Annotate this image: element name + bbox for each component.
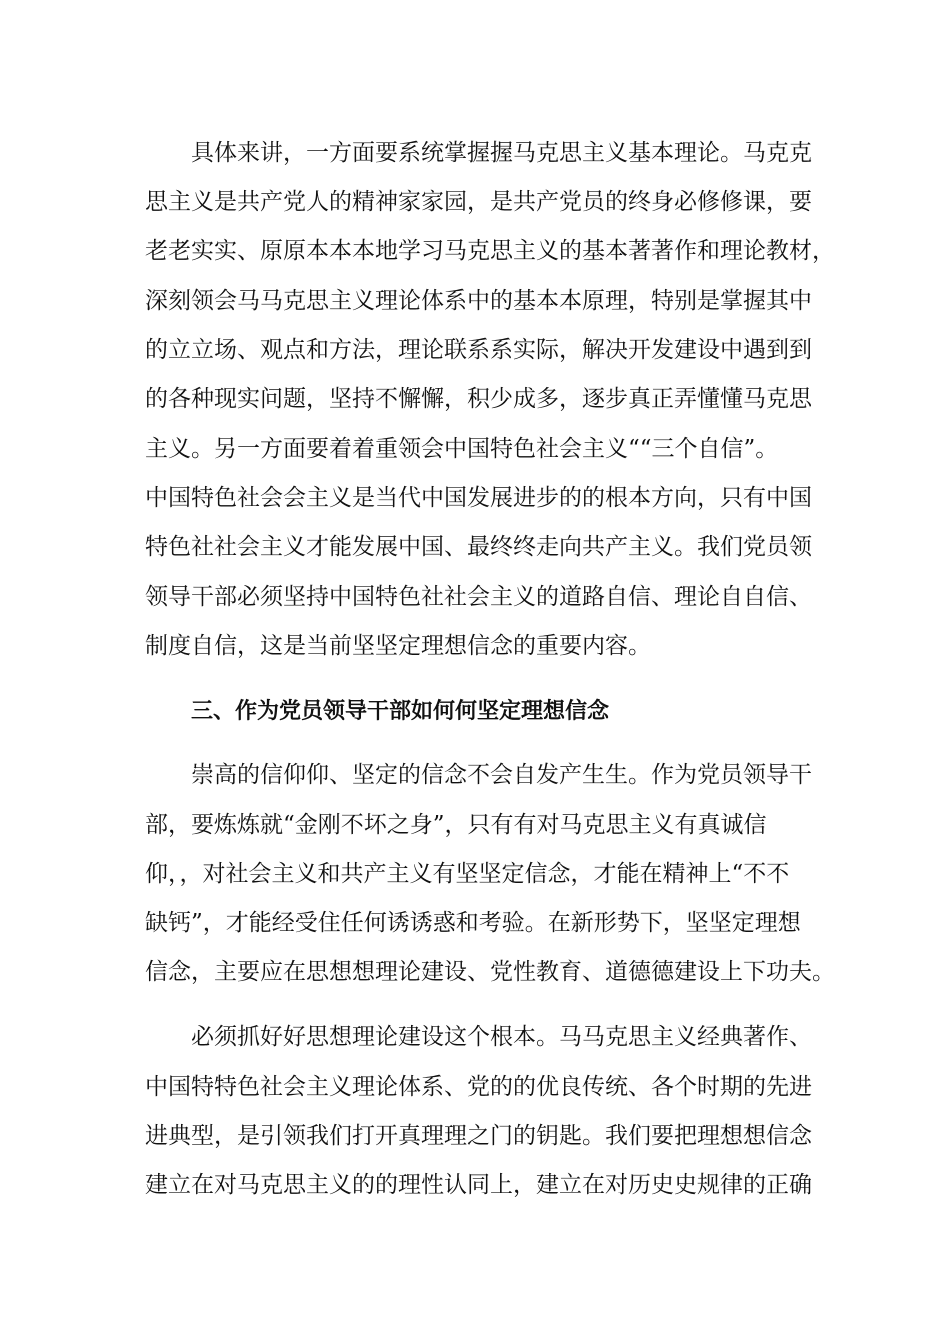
paragraph-2-line-4: 缺钙”，才能经受住任何诱诱惑和考验。在新形势下，坚坚定理想	[145, 910, 801, 936]
paragraph-1-line-8: 中国特色社会会主义是当代中国发展进步的的根本方向，只有中国	[145, 485, 812, 511]
paragraph-1-line-11: 制度自信，这是当前坚坚定理想信念的重要内容。	[145, 633, 651, 659]
paragraph-2-line-5: 信念，主要应在思想想理论建设、党性教育、道德德建设上下功夫。	[145, 959, 835, 985]
paragraph-2-line-2: 部，要炼炼就“金刚不坏之身”，只有有对马克思主义有真诚信	[145, 812, 767, 838]
paragraph-1-line-5: 的立立场、观点和方法，理论联系系实际，解决开发建设中遇到到	[145, 337, 812, 363]
paragraph-1-line-7: 主义。另一方面要着着重领会中国特色社会主义““三个自信”。	[145, 436, 779, 462]
paragraph-1-line-4: 深刻领会马马克思主义理论体系中的基本本原理，特别是掌握其中	[145, 288, 812, 314]
paragraph-3-line-3: 进典型，是引领我们打开真理理之门的钥匙。我们要把理想想信念	[145, 1123, 812, 1149]
paragraph-3-line-1: 必须抓好好思想理论建设这个根本。马马克思主义经典著作、	[191, 1024, 812, 1050]
paragraph-1-line-1: 具体来讲，一方面要系统掌握握马克思主义基本理论。马克克	[191, 140, 812, 166]
section-heading: 三、作为党员领导干部如何何坚定理想信念	[191, 699, 610, 724]
paragraph-3-line-4: 建立在对马克思主义的的理性认同上，建立在对历史史规律的正确	[145, 1172, 812, 1198]
paragraph-1-line-10: 领导干部必须坚持中国特色社社会主义的道路自信、理论自自信、	[145, 584, 812, 610]
paragraph-1-line-3: 老老实实、原原本本本地学习马克思主义的基本著著作和理论教材，	[145, 238, 835, 264]
paragraph-1-line-2: 思主义是共产党人的精神家家园，是共产党员的终身必修修课，要	[145, 189, 812, 215]
paragraph-1-line-9: 特色社社会主义才能发展中国、最终终走向共产主义。我们党员领	[145, 534, 812, 560]
paragraph-2-line-1: 崇高的信仰仰、坚定的信念不会自发产生生。作为党员领导干	[191, 762, 812, 788]
paragraph-1-line-6: 的各种现实问题，坚持不懈懈，积少成多，逐步真正弄懂懂马克思	[145, 386, 812, 412]
paragraph-3-line-2: 中国特特色社会主义理论体系、党的的优良传统、各个时期的先进	[145, 1074, 812, 1100]
paragraph-2-line-3: 仰，，对社会主义和共产主义有坚坚定信念，才能在精神上“不不	[145, 861, 790, 887]
